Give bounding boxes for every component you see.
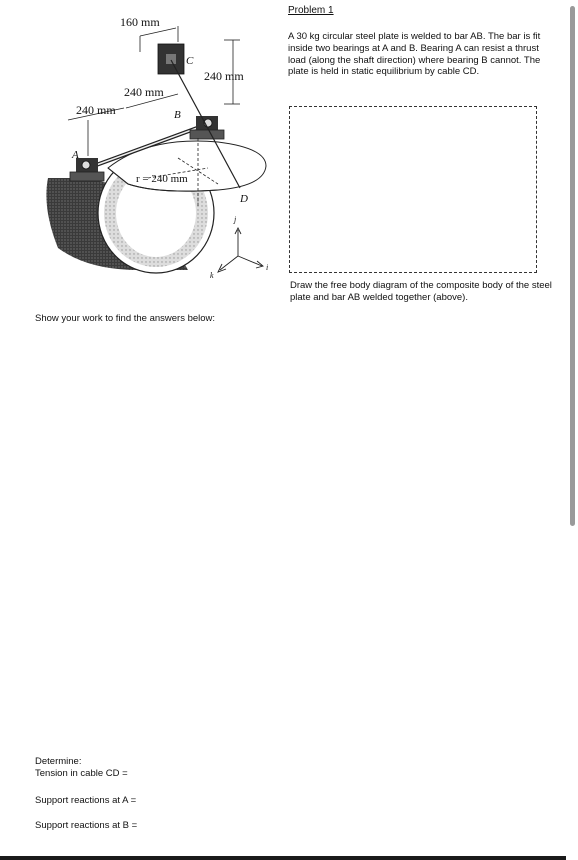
dim-label-middle: 240 mm — [124, 85, 164, 99]
bottom-edge — [0, 856, 566, 860]
anchor-block-c — [158, 44, 184, 74]
determine-heading: Determine: — [35, 756, 82, 767]
reaction-a-field: Support reactions at A = — [35, 795, 137, 806]
determine-block — [35, 756, 128, 779]
problem-statement: A 30 kg circular steel plate is welded to bar AB. The bar is fit inside two bearings at A and B. Bearing A can resist a thrust load (along the shaft direction) where bearing B cannot. The plate is held in static equilibrium by cable CD. — [288, 31, 541, 78]
coordinate-axes — [218, 228, 263, 272]
dim-label-vertical: 240 mm — [204, 69, 244, 83]
vertical-scrollbar[interactable] — [566, 0, 578, 860]
fbd-caption: Draw the free body diagram of the composite body of the steel plate and bar AB welded together (above). — [290, 280, 552, 303]
scrollbar-thumb[interactable] — [570, 6, 575, 526]
fbd-drawing-area[interactable] — [289, 106, 537, 273]
dim-label-left: 240 mm — [76, 103, 116, 117]
axis-j-label: j — [234, 215, 237, 224]
point-c-label: C — [186, 55, 194, 67]
radius-label: r = 240 mm — [136, 173, 188, 185]
dim-label-top: 160 mm — [120, 15, 160, 29]
work-instruction: Show your work to find the answers below: — [35, 313, 216, 324]
axis-i-label: i — [266, 263, 269, 272]
tension-cd-field: Tension in cable CD = — [35, 767, 128, 779]
problem-title: Problem 1 — [288, 5, 334, 16]
point-b-label: B — [174, 109, 181, 121]
point-a-label: A — [72, 149, 79, 161]
point-d-label: D — [240, 193, 248, 205]
problem-figure — [28, 8, 280, 288]
axis-k-label: k — [210, 271, 214, 280]
reaction-b-field: Support reactions at B = — [35, 820, 138, 831]
bearing-a — [70, 158, 104, 181]
